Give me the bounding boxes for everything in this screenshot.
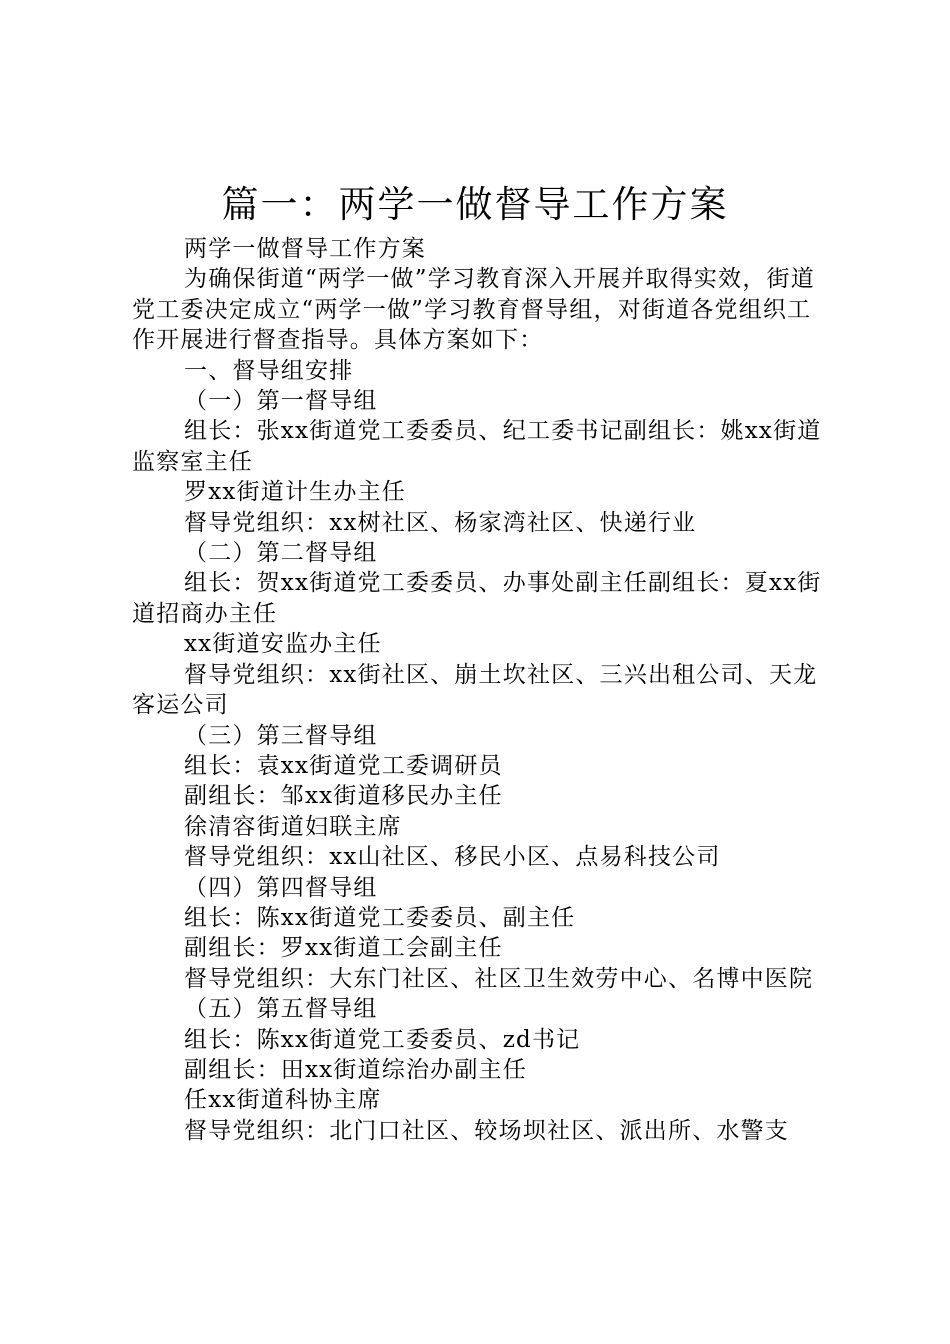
- paragraph: 两学一做督导工作方案: [184, 236, 426, 262]
- paragraph: 副组长：田xx街道综治办副主任: [184, 1056, 527, 1083]
- paragraph: xx街道安监办主任: [184, 631, 382, 658]
- section-heading: 一、督导组安排: [184, 357, 354, 384]
- paragraph: 为确保街道“两学一做”学习教育深入开展并取得实效，街道党工委决定成立“两学一做”学习教育督导组，对街道各党组织工作开展进行督查指导。具体方案如下：: [132, 266, 815, 354]
- paragraph: 督导党组织：xx街社区、崩土坎社区、三兴出租公司、天龙客运公司: [132, 661, 818, 719]
- paragraph: 督导党组织：北门口社区、较场坝社区、派出所、水警支: [184, 1117, 789, 1144]
- paragraph: 组长：袁xx街道党工委调研员: [184, 752, 503, 779]
- paragraph: 罗xx街道计生办主任: [184, 479, 406, 506]
- subsection-heading: （二）第二督导组: [184, 540, 378, 567]
- subsection-heading: （一）第一督导组: [184, 388, 378, 415]
- paragraph: 组长：贺xx街道党工委委员、办事处副主任副组长：夏xx街道招商办主任: [132, 570, 822, 627]
- document-title: 篇一：两学一做督导工作方案: [221, 183, 729, 226]
- paragraph: 组长：陈xx街道党工委委员、zd书记: [184, 1026, 581, 1053]
- paragraph: 副组长：邹xx街道移民办主任: [184, 783, 503, 810]
- subsection-heading: （四）第四督导组: [184, 874, 378, 901]
- paragraph: 组长：张xx街道党工委委员、纪工委书记副组长：姚xx街道监察室主任: [132, 418, 822, 475]
- paragraph: 副组长：罗xx街道工会副主任: [184, 935, 503, 962]
- paragraph: 任xx街道科协主席: [184, 1087, 382, 1114]
- paragraph: 督导党组织：大东门社区、社区卫生效劳中心、名博中医院: [184, 965, 814, 992]
- subsection-heading: （五）第五督导组: [184, 996, 378, 1023]
- paragraph: 督导党组织：xx树社区、杨家湾社区、快递行业: [184, 509, 697, 536]
- subsection-heading: （三）第三督导组: [184, 722, 378, 749]
- paragraph: 徐清容街道妇联主席: [184, 813, 402, 840]
- paragraph: 组长：陈xx街道党工委委员、副主任: [184, 904, 576, 931]
- document-body: [132, 234, 832, 1146]
- paragraph: 督导党组织：xx山社区、移民小区、点易科技公司: [184, 844, 721, 871]
